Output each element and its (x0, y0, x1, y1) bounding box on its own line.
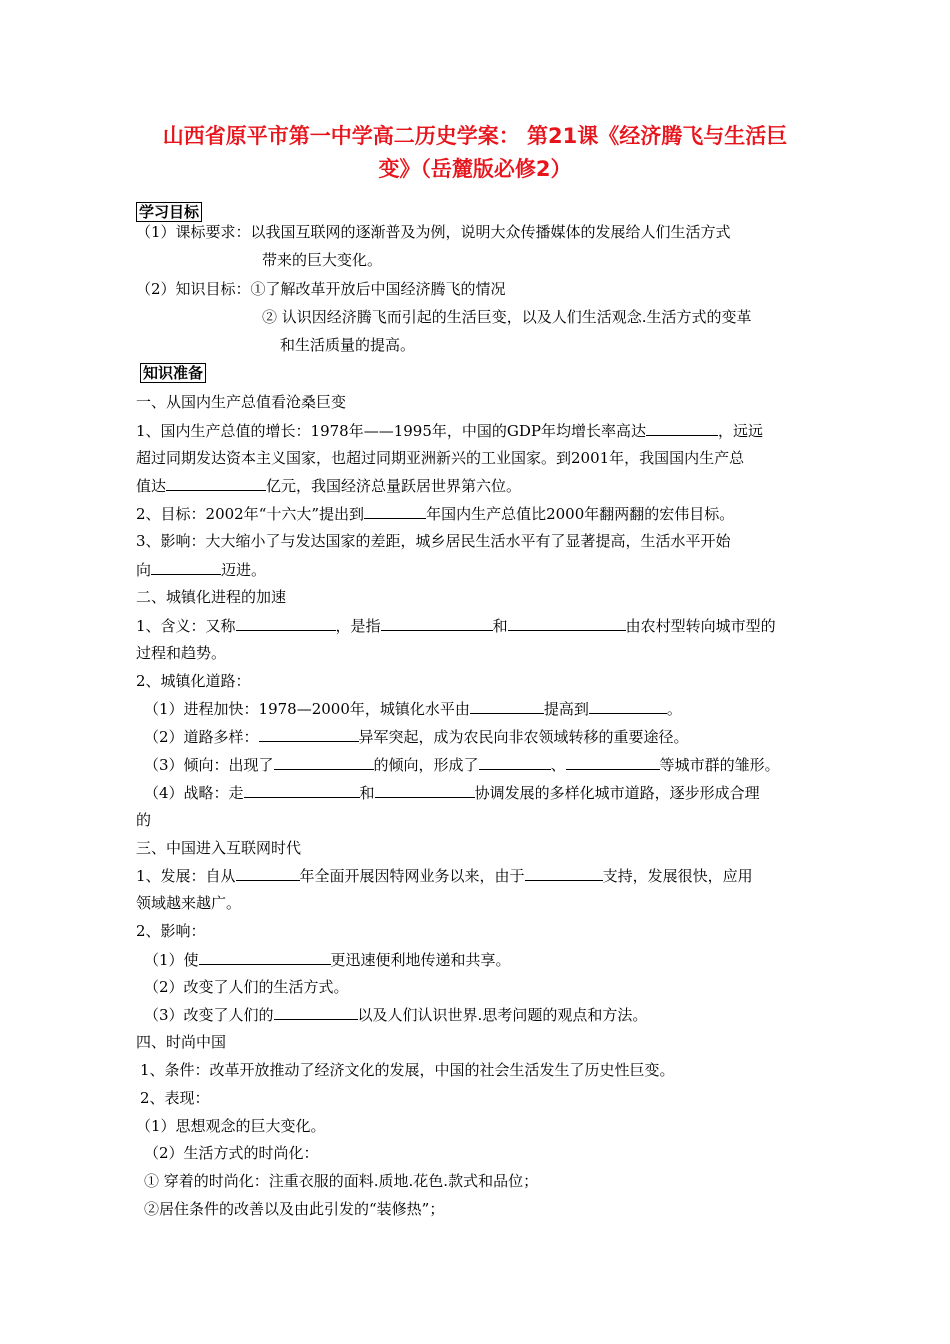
blank-tendency[interactable] (274, 755, 374, 770)
blank-road-type[interactable] (259, 727, 359, 742)
section-4-title: 四、时尚中国 (136, 1033, 227, 1051)
objective-2: （2）知识目标：①了解改革开放后中国经济腾飞的情况 (136, 280, 506, 298)
section-1-title: 一、从国内生产总值看沧桑巨变 (136, 393, 347, 411)
s4-item-2a: ① 穿着的时尚化：注重衣服的面料.质地.花色.款式和品位； (144, 1172, 539, 1190)
prep-header: 知识准备 (140, 363, 206, 383)
blank-strategy-1[interactable] (244, 783, 360, 798)
s1-para-1-cont: 超过同期发达资本主义国家，也超过同期亚洲新兴的工业国家。到2001年，我国国内生产总 (136, 449, 745, 467)
s4-item-2: （2）生活方式的时尚化： (144, 1144, 319, 1162)
s2-item-1: （1）进程加快：1978—2000年，城镇化水平由 提高到 。 (144, 700, 682, 718)
s2-item-4-cont: 的 (136, 811, 152, 829)
blank-internet-year[interactable] (236, 866, 300, 881)
section-3-title: 三、中国进入互联网时代 (136, 839, 302, 857)
s2-item-2: （2）道路多样： 异军突起，成为农民向非农领域转移的重要途径。 (144, 728, 689, 746)
blank-alias[interactable] (236, 616, 336, 631)
s1-para-2: 2、目标：2002年“十六大”提出到 年国内生产总值比2000年翻两翻的宏伟目标。 (136, 505, 735, 523)
blank-city-group-1[interactable] (479, 755, 551, 770)
s2-para-2: 2、城镇化道路： (136, 672, 251, 690)
s3-item-1: （1）使 更迅速便利地传递和共享。 (144, 951, 511, 969)
s2-para-1: 1、含义：又称 ，是指 和 由农村型转向城市型的 (136, 617, 776, 635)
s1-para-3: 3、影响：大大缩小了与发达国家的差距，城乡居民生活水平有了显著提高，生活水平开始 (136, 532, 731, 550)
blank-shared-content[interactable] (199, 950, 331, 965)
s3-item-3: （3）改变了人们的 以及人们认识世界.思考问题的观点和方法。 (144, 1006, 648, 1024)
blank-gdp-value[interactable] (166, 476, 266, 491)
s1-para-3-cont: 向 迈进。 (136, 561, 267, 579)
s4-para-1: 1、条件：改革开放推动了经济文化的发展，中国的社会生活发生了历史性巨变。 (140, 1061, 675, 1079)
blank-living-level[interactable] (151, 560, 221, 575)
s1-para-1: 1、国内生产总值的增长：1978年——1995年，中国的GDP年均增长率高达 ，远远 (136, 422, 764, 440)
objective-1-cont: 带来的巨大变化。 (262, 251, 383, 269)
blank-subject-2[interactable] (508, 616, 626, 631)
blank-gdp-rate[interactable] (646, 421, 718, 436)
s4-item-2b: ②居住条件的改善以及由此引发的“装修热”； (144, 1200, 445, 1218)
blank-urban-from[interactable] (470, 699, 544, 714)
blank-subject-1[interactable] (381, 616, 493, 631)
s2-para-1-cont: 过程和趋势。 (136, 644, 227, 662)
blank-support[interactable] (525, 866, 603, 881)
blank-urban-to[interactable] (589, 699, 667, 714)
objective-1: （1）课标要求：以我国互联网的逐渐普及为例，说明大众传播媒体的发展给人们生活方式 (136, 223, 731, 241)
s2-item-4: （4）战略：走 和 协调发展的多样化城市道路，逐步形成合理 (144, 784, 760, 802)
s3-para-1-cont: 领域越来越广。 (136, 894, 242, 912)
s4-para-2: 2、表现： (140, 1089, 210, 1107)
s3-para-2: 2、影响： (136, 922, 206, 940)
s4-item-1: （1）思想观念的巨大变化。 (136, 1117, 326, 1135)
section-2-title: 二、城镇化进程的加速 (136, 588, 287, 606)
s1-para-1-end: 值达 亿元，我国经济总量跃居世界第六位。 (136, 477, 522, 495)
title-line-2: 变》（岳麓版必修2） (378, 157, 572, 181)
blank-city-group-2[interactable] (566, 755, 660, 770)
s2-item-3: （3）倾向：出现了 的倾向，形成了 、 等城市群的雏形。 (144, 756, 780, 774)
objectives-header: 学习目标 (136, 202, 202, 222)
objective-2b-cont: 和生活质量的提高。 (280, 336, 416, 354)
document-title (120, 120, 830, 186)
blank-changed-aspect[interactable] (274, 1005, 358, 1020)
blank-target-year[interactable] (364, 504, 426, 519)
title-line-1: 山西省原平市第一中学高二历史学案： 第21课《经济腾飞与生活巨 (162, 124, 788, 148)
blank-strategy-2[interactable] (375, 783, 475, 798)
s3-item-2: （2）改变了人们的生活方式。 (144, 978, 349, 996)
s3-para-1: 1、发展：自从 年全面开展因特网业务以来，由于 支持，发展很快，应用 (136, 867, 753, 885)
objective-2b: ② 认识因经济腾飞而引起的生活巨变，以及人们生活观念.生活方式的变革 (262, 308, 752, 326)
